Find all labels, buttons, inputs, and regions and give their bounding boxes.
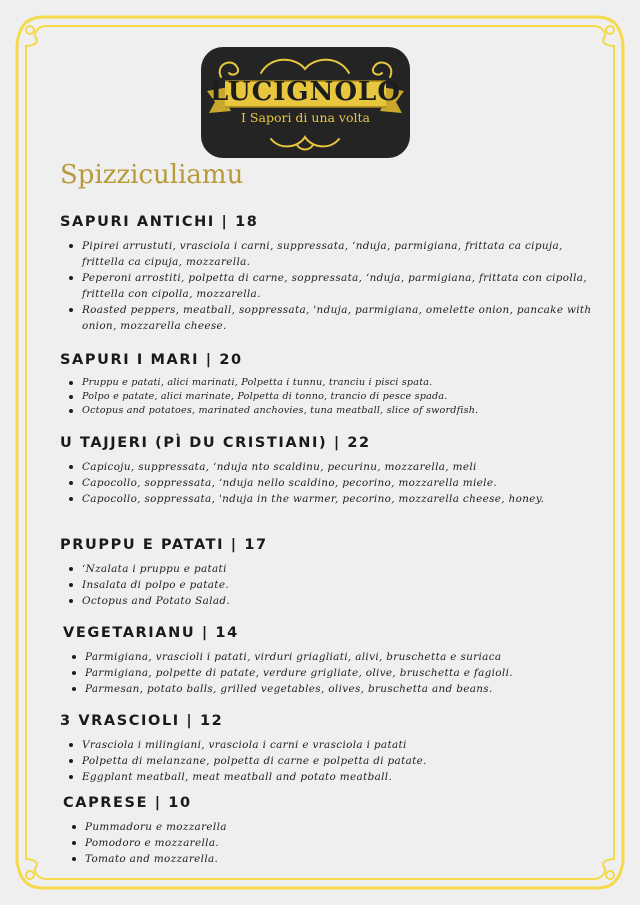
list-item: Parmigiana, vrascioli i patati, virduri griagliati, alivi, bruschetta e suriaca xyxy=(85,649,608,665)
list-item: Octopus and Potato Salad. xyxy=(82,593,605,609)
list-item: Capocollo, soppressata, 'nduja in the warmer, pecorino, mozzarella cheese, honey. xyxy=(82,491,605,507)
menu-section-sapuri-i-mari xyxy=(60,350,605,418)
list-item: Insalata di polpo e patate. xyxy=(82,577,605,593)
list-item: Eggplant meatball, meat meatball and potato meatball. xyxy=(82,769,605,785)
list-item: Tomato and mozzarella. xyxy=(85,851,608,867)
list-item: Roasted peppers, meatball, soppressata, 'nduja, parmigiana, omelette onion, pancake with onion, mozzarella cheese. xyxy=(82,302,605,334)
section-heading: 3 VRASCIOLI | 12 xyxy=(60,713,224,729)
restaurant-logo xyxy=(201,47,410,158)
menu-section-vegetarianu xyxy=(63,623,608,697)
section-heading: CAPRESE | 10 xyxy=(63,795,192,811)
list-item: Parmigiana, polpette di patate, verdure grigliate, olive, bruschetta e fagioli. xyxy=(85,665,608,681)
section-heading: SAPURI ANTICHI | 18 xyxy=(60,214,259,230)
item-list xyxy=(63,649,608,697)
list-item: ‘Nzalata i pruppu e patati xyxy=(82,561,605,577)
logo-name: LUCIGNOLO xyxy=(210,77,401,107)
list-item: Octopus and potatoes, marinated anchovies, tuna meatball, slice of swordfish. xyxy=(82,404,605,418)
section-heading: PRUPPU E PATATI | 17 xyxy=(60,537,268,553)
menu-section-u-tajjeri xyxy=(60,433,605,507)
item-list xyxy=(60,561,605,609)
item-list xyxy=(60,238,605,334)
list-item: Polpo e patate, alici marinate, Polpetta di tonno, trancio di pesce spada. xyxy=(82,390,605,404)
section-heading: SAPURI I MARI | 20 xyxy=(60,352,243,368)
list-item: Capocollo, soppressata, ‘nduja nello scaldino, pecorino, mozzarella miele. xyxy=(82,475,605,491)
item-list xyxy=(63,819,608,867)
list-item: Peperoni arrostiti, polpetta di carne, soppressata, ‘nduja, parmigiana, frittata con cipolla, frittella con cipolla, mozzarella. xyxy=(82,270,605,302)
menu-section-sapuri-antichi xyxy=(60,212,605,334)
list-item: Polpetta di melanzane, polpetta di carne e polpetta di patate. xyxy=(82,753,605,769)
item-list xyxy=(60,459,605,507)
list-item: Vrasciola i milingiani, vrasciola i carni e vrasciola i patati xyxy=(82,737,605,753)
list-item: Pomodoro e mozzarella. xyxy=(85,835,608,851)
logo-tagline: I Sapori di una volta xyxy=(241,110,370,125)
section-heading: VEGETARIANU | 14 xyxy=(63,625,239,641)
section-heading: U TAJJERI (PÌ DU CRISTIANI) | 22 xyxy=(60,435,371,451)
list-item: Pipirei arrustuti, vrasciola i carni, suppressata, ‘nduja, parmigiana, frittata ca cipuja, frittella ca cipuja, mozzarella. xyxy=(82,238,605,270)
list-item: Pruppu e patati, alici marinati, Polpetta i tunnu, tranciu i pisci spata. xyxy=(82,376,605,390)
menu-section-caprese xyxy=(63,793,608,867)
menu-title: Spizziculiamu xyxy=(60,160,244,190)
item-list xyxy=(60,737,605,785)
menu-section-3-vrascioli xyxy=(60,711,605,785)
list-item: Pummadoru e mozzarella xyxy=(85,819,608,835)
list-item: Parmesan, potato balls, grilled vegetables, olives, bruschetta and beans. xyxy=(85,681,608,697)
list-item: Capicoju, suppressata, ‘nduja nto scaldinu, pecurinu, mozzarella, meli xyxy=(82,459,605,475)
menu-section-pruppu-e-patati xyxy=(60,535,605,609)
item-list xyxy=(60,376,605,418)
